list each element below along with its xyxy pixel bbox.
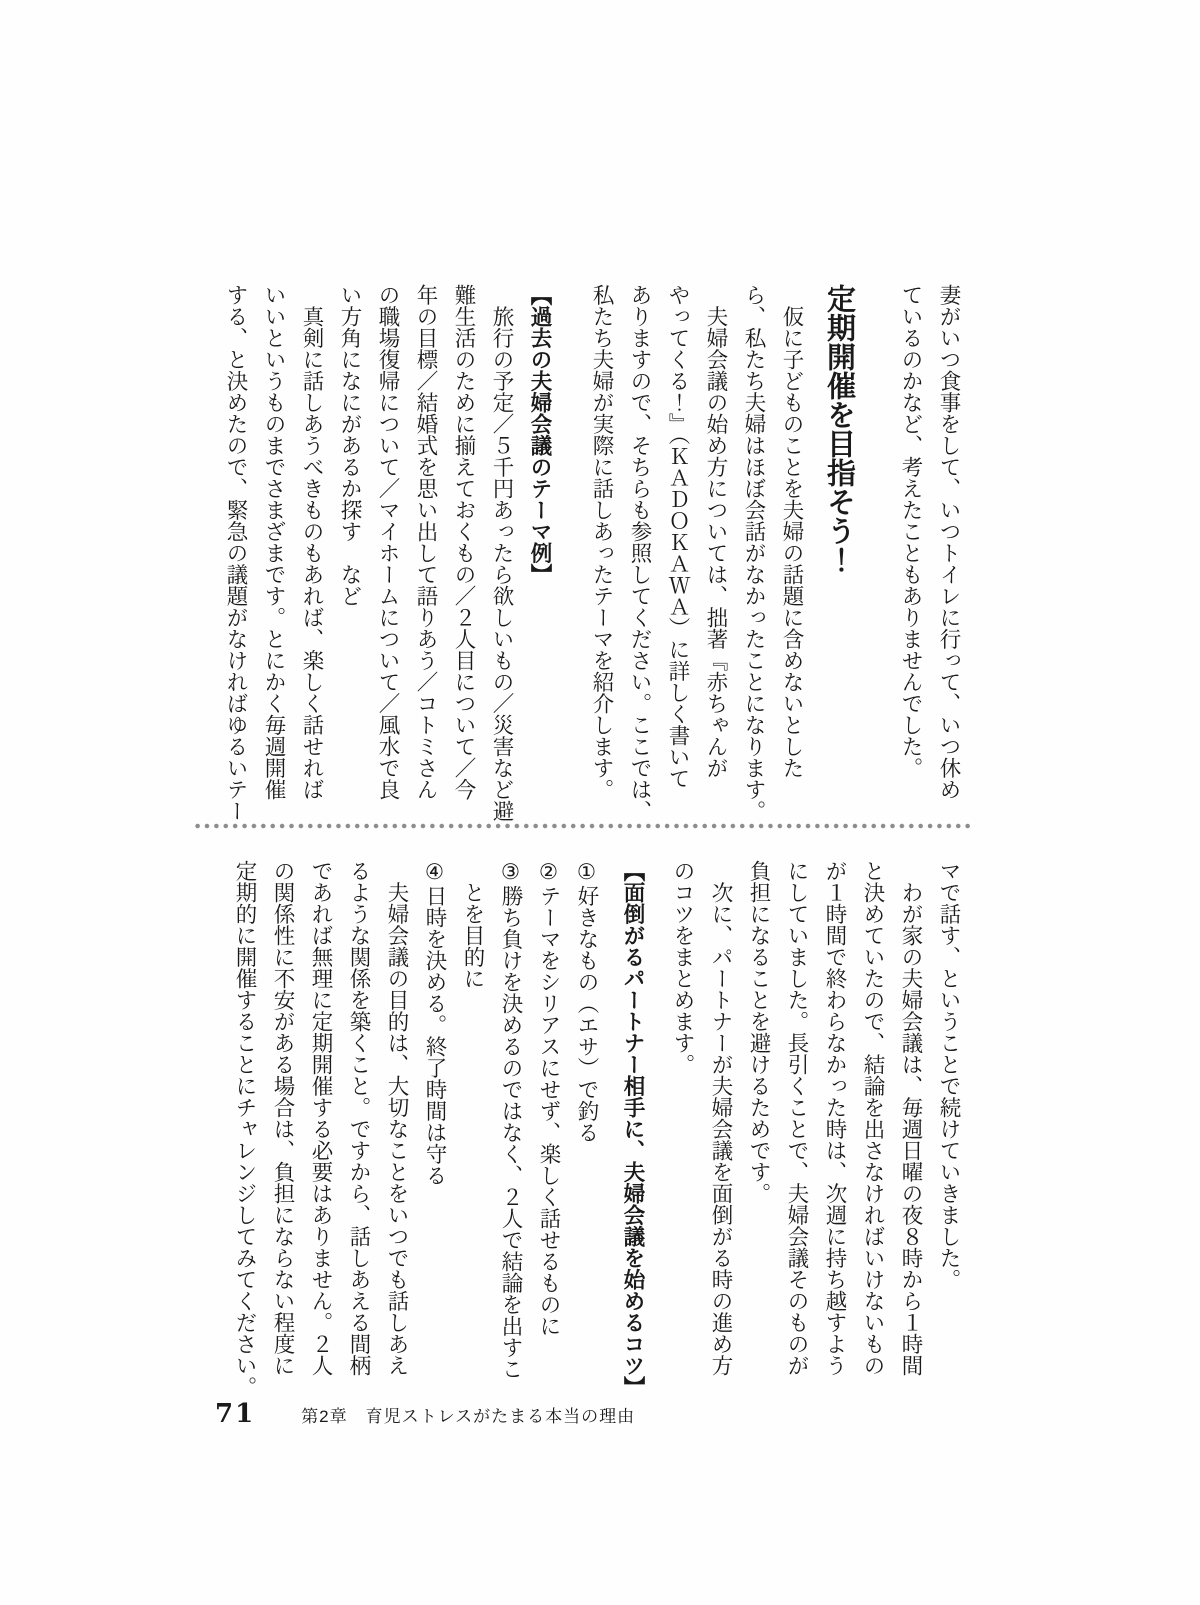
text-column: 夫婦会議の目的は、大切なことをいつでも話しあえ — [385, 860, 409, 1376]
text-column: 妻がいつ食事をして、いつトイレに行って、いつ休め — [937, 284, 961, 800]
text-column: にしていました。長引くことで、夫婦会議そのものが — [785, 860, 809, 1376]
text-column: ②テーマをシリアスにせず、楽しく話せるものに — [537, 860, 561, 1337]
chapter-title: 第2章 育児ストレスがたまる本当の理由 — [301, 1407, 636, 1426]
page-number: 71 — [215, 1399, 256, 1429]
sub-heading: 【面倒がるパートナー相手に、夫婦会議を始めるコツ】 — [621, 860, 645, 1398]
text-column: 旅行の予定／５千円あったら欲しいもの／災害など避 — [490, 284, 514, 822]
text-column: 夫婦会議の始め方については、拙著『赤ちゃんが — [704, 284, 728, 779]
dotted-divider — [195, 823, 971, 829]
text-column: 定期的に開催することにチャレンジしてみてください。 — [233, 860, 257, 1398]
text-column: する、と決めたので、緊急の議題がなければゆるいテー — [224, 284, 248, 822]
text-column: 仮に子どものことを夫婦の話題に含めないとした — [780, 284, 804, 779]
text-column: ら、私たち夫婦はほぼ会話がなかったことになります。 — [742, 284, 766, 822]
text-column: 次に、パートナーが夫婦会議を面倒がる時の進め方 — [709, 860, 733, 1376]
text-column: るような関係を築くこと。ですから、話しあえる間柄 — [347, 860, 371, 1376]
sub-heading: 【過去の夫婦会議のテーマ例】 — [528, 284, 552, 585]
text-column: 難生活のために揃えておくもの／２人目について／今 — [452, 284, 476, 800]
text-column: い方角になにがあるか探す など — [338, 284, 362, 607]
text-column: ③勝ち負けを決めるのではなく、２人で結論を出すこ — [499, 860, 523, 1380]
page-footer — [215, 1399, 635, 1429]
text-column: 私たち夫婦が実際に話しあったテーマを紹介します。 — [590, 284, 614, 800]
text-column: ありますので、そちらも参照してください。ここでは、 — [628, 284, 652, 822]
text-column: 負担になることを避けるためです。 — [747, 860, 771, 1204]
top-text-block — [217, 284, 968, 826]
text-column: 真剣に話しあうべきものもあれば、楽しく話せれば — [300, 284, 324, 800]
text-column: ④日時を決める。終了時間は守る — [423, 860, 447, 1186]
text-column: いいというものまでさまざまです。とにかく毎週開催 — [262, 284, 286, 800]
text-column: とを目的に — [461, 860, 485, 989]
text-column: であれば無理に定期開催する必要はありません。２人 — [309, 860, 333, 1376]
bottom-text-block — [226, 860, 968, 1402]
text-column: ているのかなど、考えたこともありませんでした。 — [899, 284, 923, 779]
text-column: の職場復帰について／マイホームについて／風水で良 — [376, 284, 400, 800]
text-column: わが家の夫婦会議は、毎週日曜の夜８時から１時間 — [899, 860, 923, 1376]
text-column: ①好きなもの（エサ）で釣る — [575, 860, 599, 1143]
text-column: が１時間で終わらなかった時は、次週に持ち越すよう — [823, 860, 847, 1376]
section-heading: 定期開催を目指そう！ — [823, 284, 855, 574]
text-column: と決めていたので、結論を出さなければいけないもの — [861, 860, 885, 1376]
text-column: のコツをまとめます。 — [671, 860, 695, 1075]
text-column: 年の目標／結婚式を思い出して語りあう／コトミさん — [414, 284, 438, 800]
text-column: やってくる！』（ＫＡＤＯＫＡＷＡ）に詳しく書いて — [666, 284, 690, 790]
text-column: マで話す、ということで続けていきました。 — [937, 860, 961, 1290]
text-column: の関係性に不安がある場合は、負担にならない程度に — [271, 860, 295, 1376]
